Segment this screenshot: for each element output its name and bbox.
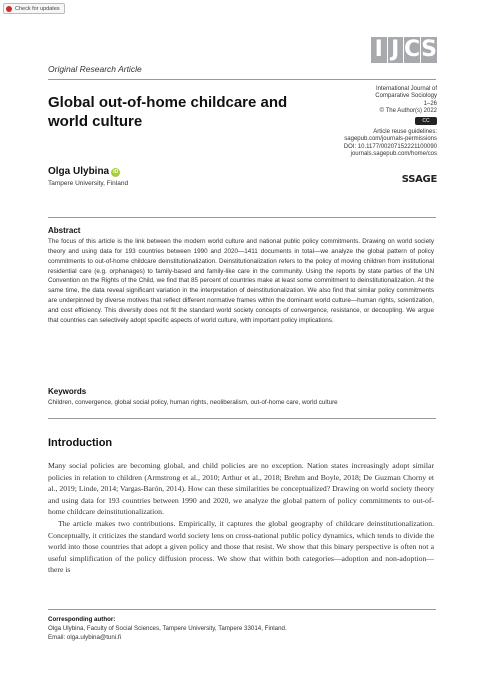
journal-info-line: International Journal of (375, 86, 437, 92)
doi-line[interactable]: DOI: 10.1177/00207152221100090 (343, 143, 437, 150)
author-line (48, 166, 120, 177)
author-affiliation: Tampere University, Finland (48, 180, 129, 187)
creative-commons-icon: CC (415, 117, 437, 125)
journal-info-line: © The Author(s) 2022 (379, 108, 437, 115)
logo-letter: C (404, 37, 421, 62)
reuse-line: Article reuse guidelines: (373, 129, 437, 136)
introduction-paragraph: The article makes two contributions. Empirically, it captures the global geography of childcare deinstitutionalization. Conceptually, it criticizes the standard world society lens on cross-national public policy dynamics, which tends to divide the world into those countries that adopt a given policy and those that resist. We show that this binary perspective is often not a useful simplification of the policy diffusion process. We show that within both categories—adoption and non-adoption—there is (48, 518, 434, 575)
corresponding-author-address: Olga Ulybina, Faculty of Social Sciences, Tampere University, Tampere 33014, Finland. (48, 625, 287, 633)
check-updates-icon (6, 6, 12, 12)
check-updates-label: Check for updates (15, 6, 60, 12)
logo-letter: J (388, 37, 404, 63)
journal-info-line: 1–26 (423, 100, 437, 107)
check-for-updates-badge[interactable] (3, 3, 65, 14)
abstract-top-rule (48, 217, 436, 218)
article-type: Original Research Article (48, 64, 142, 74)
journal-logo (371, 37, 437, 63)
corresponding-author-label: Corresponding author: (48, 616, 116, 623)
logo-letter: S (421, 37, 438, 62)
reuse-link[interactable]: sagepub.com/journals-permissions (344, 136, 437, 143)
keywords-heading: Keywords (48, 387, 87, 396)
journal-home-link[interactable]: journals.sagepub.com/home/cos (350, 151, 437, 158)
abstract-text: The focus of this article is the link between the modern world culture and national public policy commitments. Drawing on world society theory and using data for 193 countries between 1990 and 2020—1411 documents in total—we analyze the global pattern of policy commitments to out-of-home childcare deinstitutionalization. Deinstitutionalization refers to the policy of moving children from institutional residential care (e.g. orphanages) to family-based and family-like care in the community. Using the reports by state parties of the UN Convention on the Rights of the Child, we find that 85 percent of countries make at least some commitment to deinstitutionalization. At the same time, the data reveal significant variation in the interpretation of deinstitutionalization. We also find that similar policy commitments are underpinned by diverse motives that reflect different normative frames within the dominant world culture—human rights, scientization, and cost efficiency. This diversity does not fit the standard world society concepts of convergence, resistance, or decoupling. We argue that countries can selectively adopt specific aspects of world culture, with important policy implications. (48, 238, 434, 324)
introduction-paragraph: Many social policies are becoming global, and child policies are no exception. Nation states increasingly adopt similar policies in relation to children (Armstrong et al., 2010; Arthur et al., 2018; Brehm and Boyle, 2018; De Guzman Chorny et al., 2019; Linde, 2014; Vargas-Barón, 2014). How can these similarities be conceptualized? Drawing on world society theory and using data for 193 countries between 1990 and 2020, we analyze the global pattern of policy commitments to out-of-home childcare deinstitutionalization. (48, 461, 434, 517)
header-rule (48, 79, 436, 80)
journal-info-line: Comparative Sociology (375, 93, 437, 100)
introduction-heading: Introduction (48, 437, 113, 449)
keywords-bottom-rule (48, 418, 436, 419)
article-title: Global out-of-home childcare and world culture (48, 94, 288, 130)
sage-logo: SSAGE (401, 174, 437, 185)
corresponding-author-note (48, 615, 434, 643)
introduction-body (48, 460, 434, 576)
keywords-text: Children, convergence, global social policy, human rights, neoliberalism, out-of-home care, world culture (48, 399, 338, 406)
orcid-icon[interactable]: iD (113, 169, 119, 175)
author-name: Olga Ulybina (48, 166, 110, 177)
corresponding-author-email[interactable]: Email: olga.ulybina@tuni.fi (48, 634, 122, 642)
abstract-heading: Abstract (48, 226, 81, 235)
logo-letter: I (371, 37, 387, 63)
footnote-rule (48, 609, 436, 610)
journal-info (317, 86, 437, 159)
